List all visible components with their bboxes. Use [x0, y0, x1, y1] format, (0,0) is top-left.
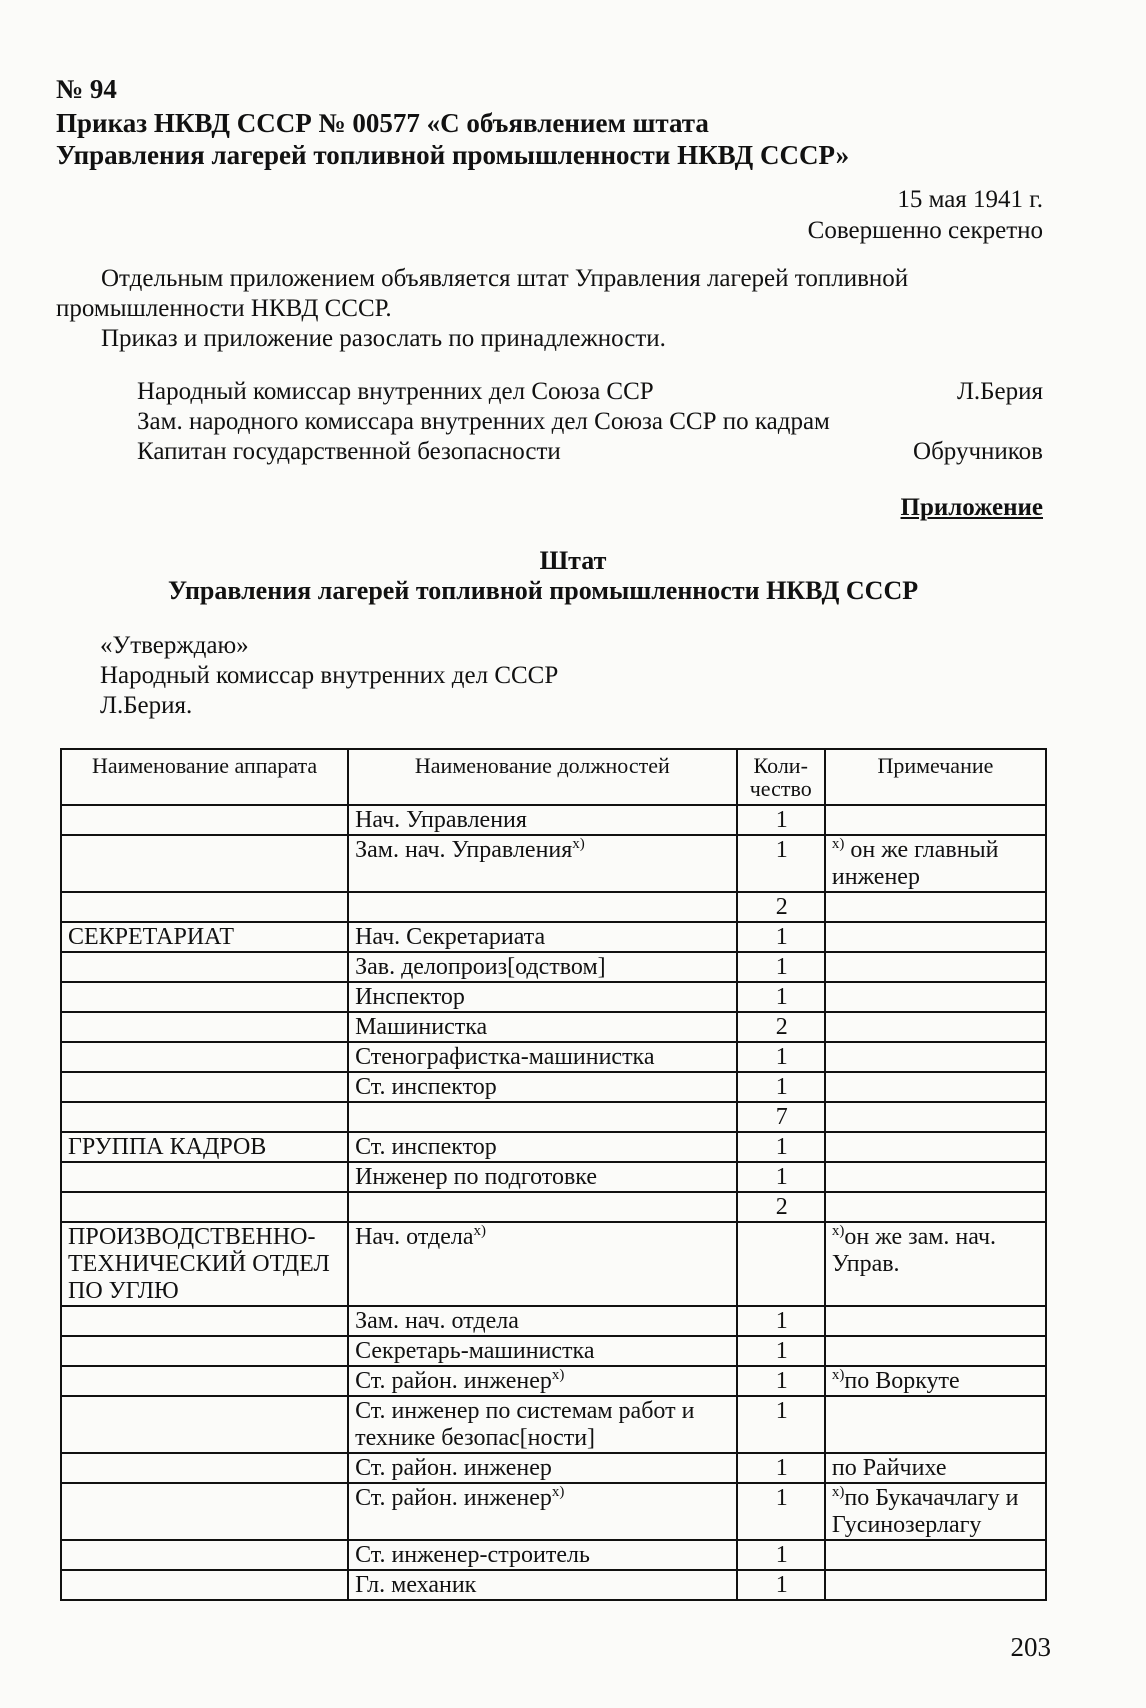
note-text: он же зам. нач. Управ. — [831, 1224, 997, 1277]
cell-position — [348, 805, 737, 835]
cell-position — [348, 835, 737, 892]
table-row — [61, 1366, 1046, 1396]
table-row — [61, 1570, 1046, 1600]
position-text: Нач. Управления — [355, 807, 527, 833]
cell-note — [825, 1222, 1046, 1306]
order-date: 15 мая 1941 г. — [897, 186, 1043, 213]
cell-apparatus — [61, 1396, 348, 1453]
note-text: по Райчихе — [831, 1455, 947, 1481]
table-row — [61, 1012, 1046, 1042]
appendix-label: Приложение — [900, 494, 1043, 521]
note-footnote-mark: x) — [831, 1223, 845, 1239]
signature-position-2: Зам. народного комиссара внутренних дел Союза ССР по кадрам — [137, 408, 830, 435]
position-text: Нач. Секретариата — [355, 924, 546, 950]
header-apparatus: Наименование аппарата — [61, 749, 348, 805]
table-row — [61, 1453, 1046, 1483]
cell-qty: 1 — [737, 1396, 825, 1453]
cell-position — [348, 1072, 737, 1102]
cell-qty: 1 — [737, 1132, 825, 1162]
table-row — [61, 1306, 1046, 1336]
table-row — [61, 1132, 1046, 1162]
position-text: Зав. делопроиз[одством] — [355, 954, 606, 980]
order-title-line-1: Приказ НКВД СССР № 00577 «С объявлением штата — [56, 108, 709, 138]
position-text: Нач. отдела — [355, 1224, 474, 1250]
position-text: Ст. инженер-строитель — [355, 1542, 590, 1568]
cell-note — [825, 892, 1046, 922]
cell-apparatus — [61, 1102, 348, 1132]
cell-apparatus — [61, 835, 348, 892]
footnote-mark: x) — [572, 836, 585, 852]
footnote-mark: x) — [551, 1367, 565, 1383]
signature-position-1: Народный комиссар внутренних дел Союза ССР — [137, 378, 654, 405]
table-row — [61, 1072, 1046, 1102]
cell-qty: 1 — [737, 1162, 825, 1192]
cell-position — [348, 922, 737, 952]
cell-position — [348, 1483, 737, 1540]
table-body — [61, 805, 1046, 1600]
note-footnote-mark: x) — [831, 1484, 845, 1500]
approval-line-1: «Утверждаю» — [100, 632, 249, 659]
cell-qty: 1 — [737, 1540, 825, 1570]
table-row — [61, 922, 1046, 952]
position-text: Инспектор — [355, 984, 465, 1010]
footnote-mark: x) — [551, 1484, 565, 1500]
cell-apparatus: СЕКРЕТАРИАТ — [61, 922, 348, 952]
footnote-mark: x) — [473, 1223, 487, 1239]
cell-apparatus — [61, 1336, 348, 1366]
cell-qty: 1 — [737, 952, 825, 982]
position-text: Инженер по подготовке — [355, 1164, 598, 1190]
cell-position — [348, 1102, 737, 1132]
cell-apparatus — [61, 952, 348, 982]
cell-note — [825, 1192, 1046, 1222]
cell-apparatus — [61, 1483, 348, 1540]
cell-position — [348, 1012, 737, 1042]
cell-note — [825, 1042, 1046, 1072]
cell-qty: 1 — [737, 1453, 825, 1483]
header-position: Наименование должностей — [348, 749, 737, 805]
cell-apparatus — [61, 1042, 348, 1072]
cell-position — [348, 1366, 737, 1396]
cell-note — [825, 982, 1046, 1012]
cell-position — [348, 1540, 737, 1570]
signature-position-3: Капитан государственной безопасности — [137, 438, 561, 465]
position-text: Ст. инженер по системам работ и технике безопас[ности] — [355, 1398, 695, 1451]
order-title-line-2: Управления лагерей топливной промышленности НКВД СССР» — [56, 140, 850, 170]
cell-qty: 1 — [737, 982, 825, 1012]
table-row — [61, 1483, 1046, 1540]
cell-qty: 1 — [737, 1366, 825, 1396]
note-text: он же главный инженер — [831, 837, 999, 890]
approval-line-2: Народный комиссар внутренних дел СССР — [100, 662, 559, 689]
table-row — [61, 1162, 1046, 1192]
position-text: Гл. механик — [355, 1572, 477, 1598]
table-row — [61, 1102, 1046, 1132]
cell-apparatus — [61, 1072, 348, 1102]
table-row — [61, 1192, 1046, 1222]
cell-note — [825, 1570, 1046, 1600]
table-row — [61, 1540, 1046, 1570]
position-text: Зам. нач. Управления — [355, 837, 573, 863]
staff-subtitle: Управления лагерей топливной промышленности НКВД СССР — [168, 576, 919, 605]
table-row — [61, 1336, 1046, 1366]
cell-note — [825, 1162, 1046, 1192]
note-footnote-mark: x) — [831, 1367, 845, 1383]
cell-note — [825, 1540, 1046, 1570]
cell-note — [825, 1396, 1046, 1453]
cell-qty: 1 — [737, 1306, 825, 1336]
cell-position — [348, 1336, 737, 1366]
document-number: № 94 — [56, 74, 117, 104]
cell-position — [348, 1453, 737, 1483]
cell-apparatus — [61, 1366, 348, 1396]
table-row — [61, 982, 1046, 1012]
position-text: Ст. инспектор — [355, 1134, 497, 1160]
position-text: Зам. нач. отдела — [355, 1308, 519, 1334]
cell-note — [825, 805, 1046, 835]
table-row — [61, 805, 1046, 835]
staff-title: Штат — [539, 546, 607, 575]
cell-note — [825, 1012, 1046, 1042]
position-text: Стенографистка-машинистка — [355, 1044, 655, 1070]
staff-table — [60, 748, 1047, 1601]
cell-position — [348, 1222, 737, 1306]
cell-apparatus — [61, 1306, 348, 1336]
cell-position — [348, 892, 737, 922]
cell-position — [348, 1132, 737, 1162]
cell-apparatus — [61, 892, 348, 922]
cell-position — [348, 1570, 737, 1600]
header-qty: Коли-чество — [737, 749, 825, 805]
cell-apparatus — [61, 1162, 348, 1192]
cell-position — [348, 982, 737, 1012]
cell-position — [348, 952, 737, 982]
cell-note — [825, 1072, 1046, 1102]
cell-qty: 1 — [737, 922, 825, 952]
cell-note — [825, 952, 1046, 982]
cell-apparatus — [61, 1570, 348, 1600]
table-row — [61, 952, 1046, 982]
table-row — [61, 835, 1046, 892]
position-text: Ст. район. инженер — [355, 1368, 552, 1394]
cell-apparatus — [61, 982, 348, 1012]
cell-qty: 2 — [737, 892, 825, 922]
order-paragraph-2: Приказ и приложение разослать по принадлежности. — [101, 325, 666, 352]
cell-note — [825, 1366, 1046, 1396]
note-text: по Букачачлагу и Гусинозерлагу — [831, 1485, 1019, 1538]
cell-apparatus — [61, 1453, 348, 1483]
cell-note — [825, 1132, 1046, 1162]
position-text: Ст. район. инженер — [355, 1485, 552, 1511]
cell-qty: 1 — [737, 1336, 825, 1366]
position-text: Машинистка — [355, 1014, 488, 1040]
cell-qty: 1 — [737, 1042, 825, 1072]
page-number: 203 — [1010, 1632, 1051, 1662]
cell-note — [825, 835, 1046, 892]
note-text: по Воркуте — [844, 1368, 960, 1394]
cell-qty — [737, 1222, 825, 1306]
cell-qty: 7 — [737, 1102, 825, 1132]
cell-qty: 1 — [737, 835, 825, 892]
table-row — [61, 1222, 1046, 1306]
cell-apparatus — [61, 1012, 348, 1042]
approval-line-3: Л.Берия. — [100, 692, 193, 719]
position-text: Ст. район. инженер — [355, 1455, 552, 1481]
cell-note — [825, 922, 1046, 952]
cell-apparatus: ГРУППА КАДРОВ — [61, 1132, 348, 1162]
order-paragraph-1: Отдельным приложением объявляется штат Управления лагерей топливной промышленности НКВД СССР. — [56, 265, 909, 322]
cell-qty: 2 — [737, 1012, 825, 1042]
signature-name-3: Обручников — [913, 438, 1043, 465]
table-header-row — [61, 749, 1046, 805]
cell-qty: 2 — [737, 1192, 825, 1222]
cell-position — [348, 1162, 737, 1192]
table-row — [61, 1396, 1046, 1453]
cell-note — [825, 1306, 1046, 1336]
cell-note — [825, 1453, 1046, 1483]
cell-qty: 1 — [737, 1072, 825, 1102]
cell-apparatus: ПРОИЗВОДСТВЕННО-ТЕХНИЧЕСКИЙ ОТДЕЛ ПО УГЛЮ — [61, 1222, 348, 1306]
cell-position — [348, 1396, 737, 1453]
cell-apparatus — [61, 1540, 348, 1570]
cell-qty: 1 — [737, 805, 825, 835]
cell-position — [348, 1042, 737, 1072]
table-row — [61, 892, 1046, 922]
cell-position — [348, 1306, 737, 1336]
header-note: Примечание — [825, 749, 1046, 805]
cell-note — [825, 1336, 1046, 1366]
cell-qty: 1 — [737, 1483, 825, 1540]
cell-apparatus — [61, 805, 348, 835]
cell-note — [825, 1102, 1046, 1132]
table-row — [61, 1042, 1046, 1072]
classification-label: Совершенно секретно — [807, 217, 1043, 244]
position-text: Секретарь-машинистка — [355, 1338, 595, 1364]
cell-qty: 1 — [737, 1570, 825, 1600]
cell-position — [348, 1192, 737, 1222]
signature-name-1: Л.Берия — [956, 378, 1043, 405]
position-text: Ст. инспектор — [355, 1074, 497, 1100]
cell-apparatus — [61, 1192, 348, 1222]
cell-note — [825, 1483, 1046, 1540]
note-footnote-mark: x) — [831, 836, 845, 852]
